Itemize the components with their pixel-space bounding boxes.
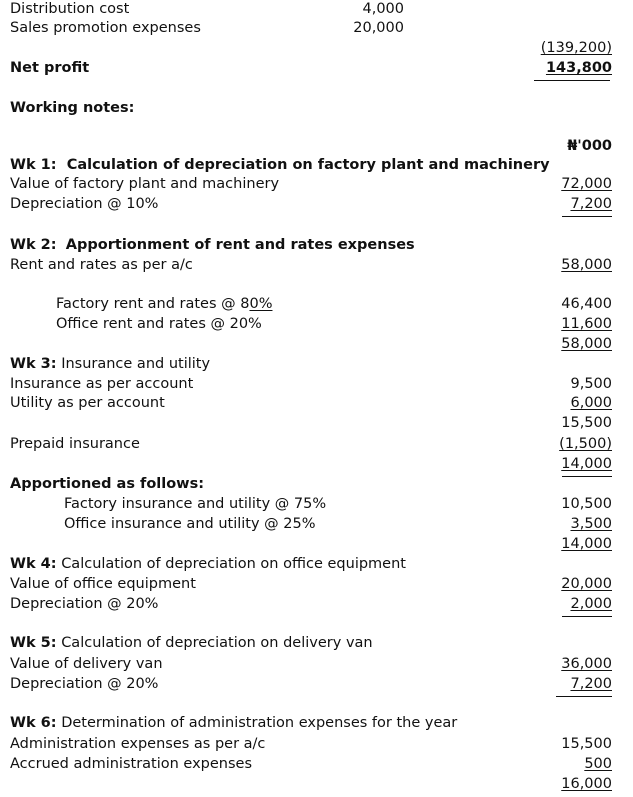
wk2-total: 58,000 <box>561 336 612 352</box>
wk5-line1-label: Value of delivery van <box>10 656 163 672</box>
wk4-line1-value: 20,000 <box>561 576 612 592</box>
wk4-heading <box>10 555 406 573</box>
wk3-office-value: 3,500 <box>570 516 612 532</box>
wk4-line2-value: 2,000 <box>570 596 612 612</box>
sales-promotion-label: Sales promotion expenses <box>10 20 201 36</box>
wk3-factory-label: Factory insurance and utility @ 75% <box>64 496 327 512</box>
wk3-utility-label: Utility as per account <box>10 395 165 411</box>
wk2-title: Apportionment of rent and rates expenses <box>65 237 415 253</box>
expenses-subtotal: (139,200) <box>540 40 612 56</box>
wk2-factory-value: 46,400 <box>561 296 612 312</box>
net-profit-value: 143,800 <box>545 60 612 76</box>
wk3-subtotal: 15,500 <box>561 415 612 431</box>
wk5-prefix: Wk 5: <box>10 635 57 651</box>
wk6-prefix: Wk 6: <box>10 715 57 731</box>
wk2-factory-label-text: Factory rent and rates @ 8 <box>56 296 250 312</box>
wk3-insurance-value: 9,500 <box>570 376 612 392</box>
wk2-factory-label <box>56 295 272 313</box>
wk6-line1-value: 15,500 <box>561 736 612 752</box>
wk2-heading <box>10 236 415 254</box>
wk4-line2-label: Depreciation @ 20% <box>10 596 159 612</box>
wk3-insurance-label: Insurance as per account <box>10 376 194 392</box>
wk1-heading <box>10 156 550 174</box>
net-profit-double-underline <box>534 80 610 81</box>
wk6-heading <box>10 714 457 732</box>
wk6-line2-value: 500 <box>584 756 612 772</box>
wk1-double-underline <box>562 216 612 217</box>
wk5-line2-label: Depreciation @ 20% <box>10 676 159 692</box>
wk6-title: Determination of administration expenses for the year <box>61 715 458 731</box>
wk5-double-underline <box>556 696 612 697</box>
wk3-heading <box>10 355 210 373</box>
wk5-heading <box>10 634 373 652</box>
wk1-line2-label: Depreciation @ 10% <box>10 196 159 212</box>
wk5-line2-value: 7,200 <box>570 676 612 692</box>
wk1-title: Calculation of depreciation on factory plant and machinery <box>66 157 550 173</box>
wk5-line1-value: 36,000 <box>561 656 612 672</box>
wk3-title: Insurance and utility <box>61 356 211 372</box>
wk3-office-label: Office insurance and utility @ 25% <box>64 516 316 532</box>
wk2-line1-label: Rent and rates as per a/c <box>10 257 193 273</box>
currency-header: ₦'000 <box>567 138 612 154</box>
wk2-line1-value: 58,000 <box>561 257 612 273</box>
wk3-apportioned-title: Apportioned as follows: <box>10 476 205 492</box>
wk2-office-value: 11,600 <box>561 316 612 332</box>
wk4-line1-label: Value of office equipment <box>10 576 196 592</box>
wk2-office-label: Office rent and rates @ 20% <box>56 316 262 332</box>
wk3-prepaid-value: (1,500) <box>559 436 612 452</box>
wk6-line1-label: Administration expenses as per a/c <box>10 736 266 752</box>
wk3-factory-value: 10,500 <box>561 496 612 512</box>
sales-promotion-value: 20,000 <box>353 20 404 36</box>
wk4-title: Calculation of depreciation on office equipment <box>61 556 406 572</box>
wk4-double-underline <box>562 616 612 617</box>
wk3-prepaid-label: Prepaid insurance <box>10 436 140 452</box>
wk4-prefix: Wk 4: <box>10 556 57 572</box>
wk6-line2-label: Accrued administration expenses <box>10 756 253 772</box>
wk1-prefix: Wk 1: <box>10 157 57 173</box>
working-notes-title: Working notes: <box>10 100 135 116</box>
wk2-prefix: Wk 2: <box>10 237 57 253</box>
distribution-cost-value: 4,000 <box>362 1 404 17</box>
wk5-title: Calculation of depreciation on delivery van <box>61 635 373 651</box>
wk3-utility-value: 6,000 <box>570 395 612 411</box>
wk3-total-double-underline <box>562 476 612 477</box>
wk1-line1-value: 72,000 <box>561 176 612 192</box>
net-profit-label: Net profit <box>10 60 90 76</box>
wk6-total: 16,000 <box>561 776 612 792</box>
wk3-apportioned-total: 14,000 <box>561 536 612 552</box>
wk3-prefix: Wk 3: <box>10 356 57 372</box>
distribution-cost-label: Distribution cost <box>10 1 130 17</box>
wk3-total: 14,000 <box>561 456 612 472</box>
wk1-line1-label: Value of factory plant and machinery <box>10 176 280 192</box>
wk1-line2-value: 7,200 <box>570 196 612 212</box>
wk2-factory-label-percent: 0% <box>249 296 273 312</box>
